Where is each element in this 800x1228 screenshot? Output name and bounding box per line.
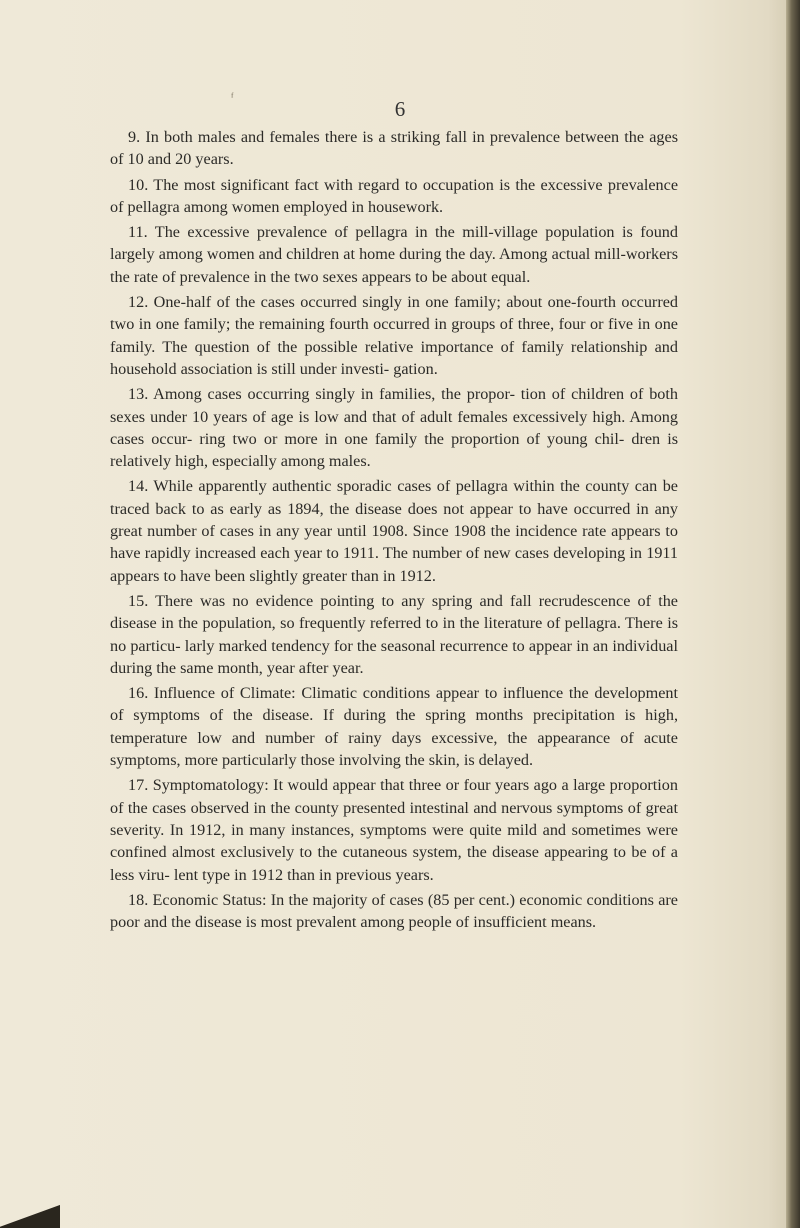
page-edge-shadow xyxy=(786,0,800,1228)
corner-shadow xyxy=(0,1198,60,1228)
paragraph-12: 12. One-half of the cases occurred singly in one family; about one-fourth occurred two in one family; the remaining fourth occurred in groups of three, four or five in one family. The question of the possible relative importance of family relationship and household association is still under investi- gation. xyxy=(110,293,678,378)
page-number: 6 xyxy=(394,97,406,121)
paragraph-10: 10. The most significant fact with regard to occupation is the excessive prevalence of pellagra among women employed in housework. xyxy=(110,175,678,216)
paragraph-9: 9. In both males and females there is a striking fall in prevalence between the ages of 10 and 20 years. xyxy=(110,128,678,169)
paragraph-16: 16. Influence of Climate: Climatic conditions appear to influence the development of symptoms of the disease. If during the spring months precipitation is high, temperature low and number of rainy days excessive, the appearance of acute symptoms, more particularly those involving the skin, is delayed. xyxy=(110,684,678,770)
paragraph-13: 13. Among cases occurring singly in families, the propor- tion of children of both sexes under 10 years of age is low and that of adult females excessively high. Among cases occur- ring two or more in one family the proportion of young chil- dren is relatively high, especially among males. xyxy=(110,385,678,471)
paragraph-15: 15. There was no evidence pointing to any spring and fall recrudescence of the disease in the population, so frequently referred to in the literature of pellagra. There is no particu- larly marked tendency for the seasonal recurrence to appear in an individual during the same month, year after year. xyxy=(110,591,678,677)
paragraph-14: 14. While apparently authentic sporadic cases of pellagra within the county can be traced back to as early as 1894, the disease does not appear to have occurred in any great number of cases in any year until 1908. Since 1908 the incidence rate appears to have rapidly increased each year to 1911. The number of new cases developing in 1911 appears to have been slightly greater than in 1912. xyxy=(110,477,678,585)
paragraph-11: 11. The excessive prevalence of pellagra in the mill-village population is found largely among women and children at home during the day. Among actual mill-workers the rate of prevalence in the two sexes appears to be about equal. xyxy=(110,223,678,286)
paragraph-17: 17. Symptomatology: It would appear that three or four years ago a large proportion of the cases observed in the county presented intestinal and nervous symptoms of great severity. In 1912, in many instances, symptoms were quite mild and sometimes were confined almost exclusively to the cutaneous system, the disease appearing to be of a less viru- lent type in 1912 than in previous years. xyxy=(110,776,678,884)
body-text xyxy=(110,126,678,936)
paragraph-18: 18. Economic Status: In the majority of cases (85 per cent.) economic conditions are poor and the disease is most prevalent among people of insufficient means. xyxy=(110,890,678,932)
stray-mark: ᶠ xyxy=(231,90,234,104)
